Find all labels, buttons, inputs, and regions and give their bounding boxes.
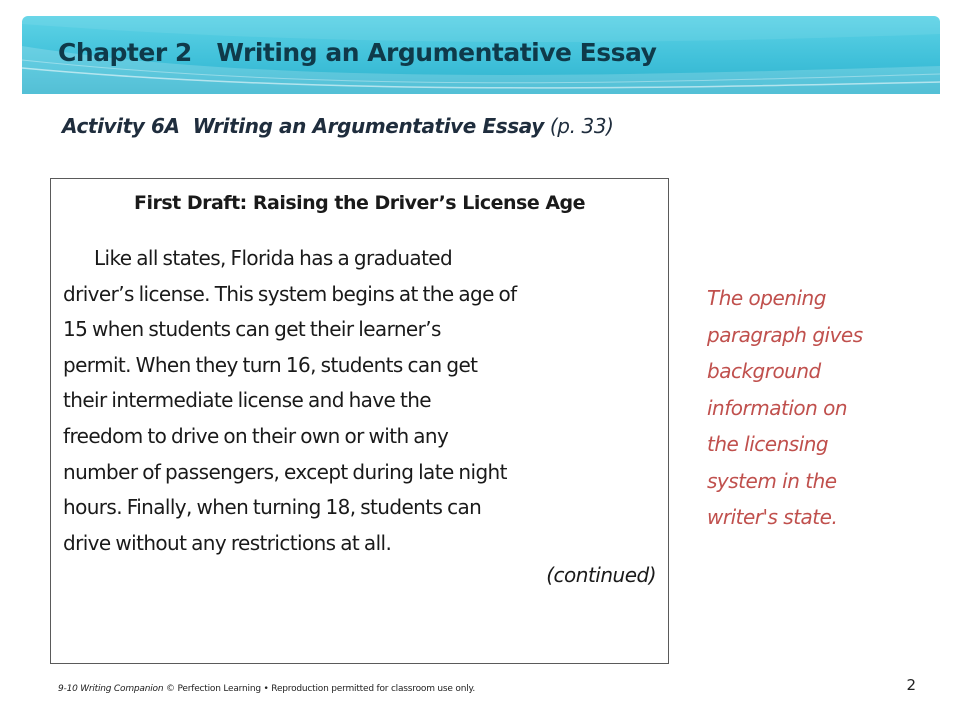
draft-paragraph (63, 241, 656, 561)
draft-line: number of passengers, except during late night (63, 459, 507, 484)
footer-book-title: 9-10 Writing Companion (58, 684, 164, 694)
activity-heading (62, 114, 614, 138)
header-bar (22, 16, 940, 94)
activity-label: Activity 6A Writing an Argumentative Essay (62, 114, 544, 138)
draft-excerpt-box (50, 178, 669, 664)
footer-reproduction-text: • Reproduction permitted for classroom use only. (263, 684, 476, 694)
chapter-label: Chapter 2 (58, 38, 192, 67)
annotation-line: information on (707, 395, 848, 420)
annotation-line: The opening (707, 286, 826, 310)
chapter-title (58, 38, 656, 67)
draft-line: 15 when students can get their learner’s (63, 317, 441, 342)
footer-copyright (58, 684, 475, 694)
draft-line: their intermediate license and have the (63, 388, 432, 413)
draft-line: hours. Finally, when turning 18, students can (63, 495, 482, 520)
annotation-line: background (707, 359, 821, 383)
activity-page-ref: (p. 33) (549, 114, 614, 138)
footer-copyright-text: © Perfection Learning (166, 684, 261, 694)
chapter-name: Writing an Argumentative Essay (216, 38, 657, 67)
annotation-line: the licensing (707, 432, 829, 456)
draft-line: permit. When they turn 16, students can get (63, 352, 478, 377)
draft-title: First Draft: Raising the Driver’s License Age (133, 192, 586, 214)
annotation-note (707, 280, 937, 536)
draft-line: Like all states, Florida has a graduated (94, 246, 453, 270)
page-number: 2 (906, 676, 916, 694)
continued-label: (continued) (546, 563, 656, 588)
annotation-line: system in the (707, 468, 837, 493)
draft-line: freedom to drive on their own or with any (63, 423, 449, 448)
draft-line: drive without any restrictions at all. (63, 530, 392, 555)
annotation-line: writer's state. (707, 505, 838, 529)
draft-line: driver’s license. This system begins at the age of (63, 281, 517, 306)
annotation-line: paragraph gives (707, 322, 863, 347)
